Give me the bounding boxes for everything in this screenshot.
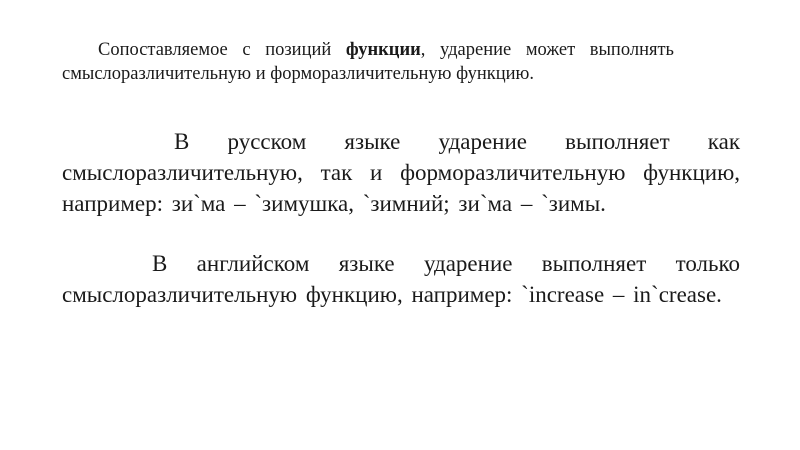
paragraph1-bold-term: функции xyxy=(345,40,421,60)
paragraph-russian-stress: В русском языке ударение выполняет как смыслоразличительную, так и форморазличительную функцию, например: зи`ма – `зимушка, `зимний; зи`ма – `зимы. xyxy=(62,129,740,216)
paragraph-english-stress: В английском языке ударение выполняет только смыслоразличительную функцию, например: `increase – in`crease. xyxy=(62,251,740,307)
paragraph1-text-start: Сопоставляемое с позиций xyxy=(98,40,346,60)
paragraph1-text-end: , ударение может выполнять смыслоразличительную и форморазличительную функцию. xyxy=(62,40,674,84)
paragraph-function-comparison xyxy=(62,38,674,86)
